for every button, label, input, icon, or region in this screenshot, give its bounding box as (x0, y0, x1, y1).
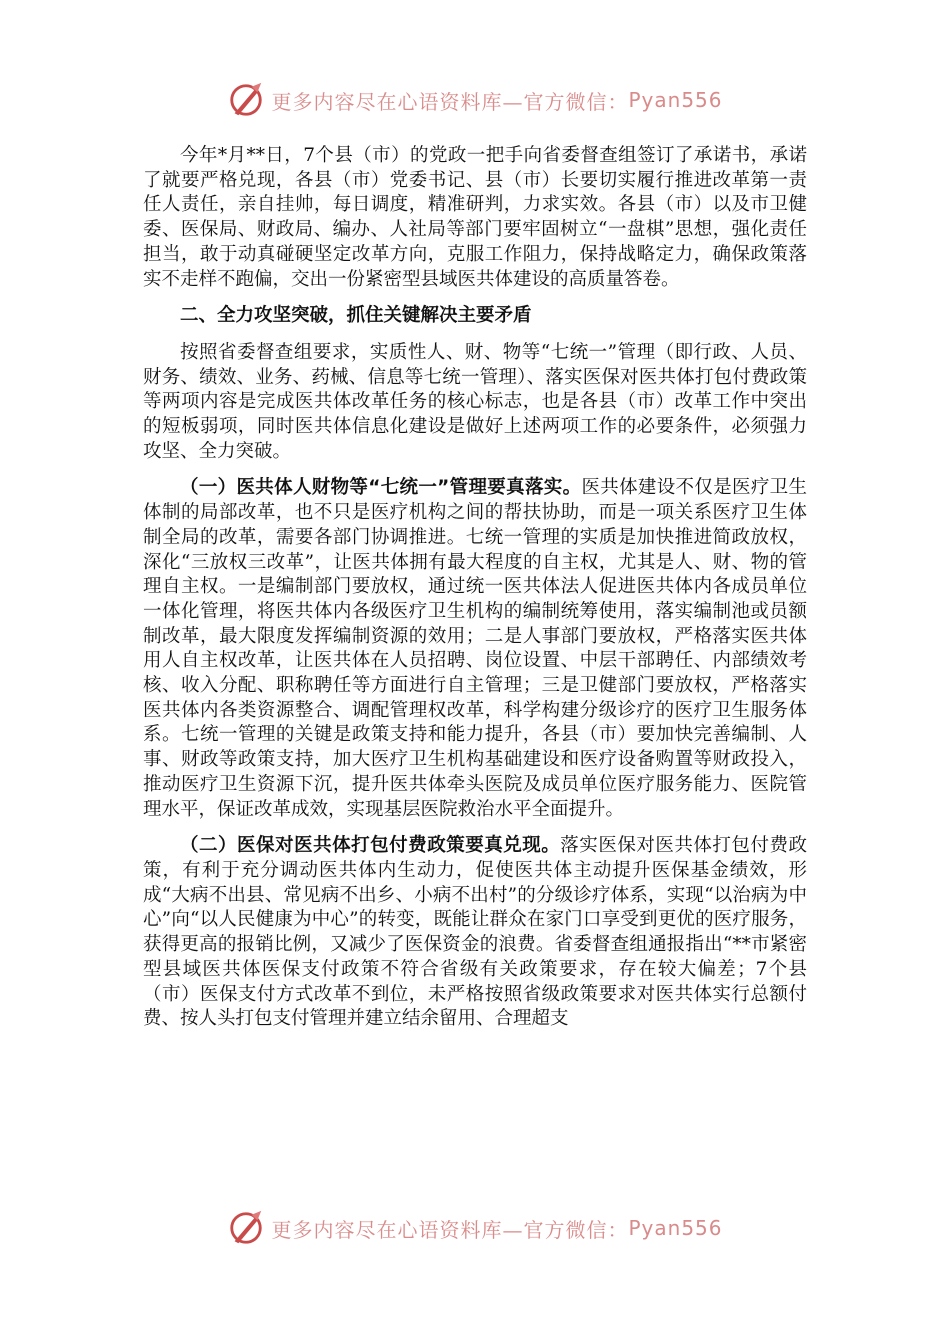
watermark-banner-top (0, 80, 950, 120)
quill-logo-icon (227, 81, 265, 119)
paragraph-4 (143, 834, 807, 1032)
paragraph-1: 今年*月**日，7个县（市）的党政一把手向省委督查组签订了承诺书，承诺了就要严格兑现，各县（市）党委书记、县（市）长要切实履行推进改革第一责任人责任，亲自挂帅，每日调度，精准研判，力求实效。各县（市）以及市卫健委、医保局、财政局、编办、人社局等部门要牢固树立“一盘棋”思想，强化责任担当，敢于动真碰硬坚定改革方向，克服工作阻力，保持战略定力，确保政策落实不走样不跑偏，交出一份紧密型县域医共体建设的高质量答卷。 (143, 145, 807, 290)
paragraph-2: 按照省委督查组要求，实质性人、财、物等“七统一”管理（即行政、人员、财务、绩效、业务、药械、信息等七统一管理）、落实医保对医共体打包付费政策等两项内容是完成医共体改革任务的核心标志，也是各县（市）改革工作中突出的短板弱项，同时医共体信息化建设是做好上述两项工作的必要条件，必须强力攻坚、全力突破。 (143, 341, 807, 462)
watermark-wechat-id: Pyan556 (628, 88, 723, 112)
watermark-text: 更多内容尽在心语资料库—官方微信： (271, 1217, 629, 1242)
paragraph-3 (143, 476, 807, 822)
quill-logo-icon (227, 1209, 265, 1247)
subheading-2: （二）医保对医共体打包付费政策要真兑现。 (180, 835, 561, 857)
subheading-1: （一）医共体人财物等“七统一”管理要真落实。 (180, 477, 582, 499)
section-heading-2: 二、全力攻坚突破，抓住关键解决主要矛盾 (180, 305, 532, 327)
watermark-wechat-id: Pyan556 (628, 1216, 723, 1240)
document-body (143, 144, 807, 1032)
paragraph-3-body: 医共体建设不仅是医疗卫生体制的局部改革，也不只是医疗机构之间的帮扶协助，而是一项关系医疗卫生体制全局的改革，需要各部门协调推进。七统一管理的实质是加快推进简政放权，深化“三放权三改革”，让医共体拥有最大程度的自主权，尤其是人、财、物的管理自主权。一是编制部门要放权，通过统一医共体法人促进医共体内各成员单位一体化管理，将医共体内各级医疗卫生机构的编制统筹使用，落实编制池或员额制改革，最大限度发挥编制资源的效用；二是人事部门要放权，严格落实医共体用人自主权改革，让医共体在人员招聘、岗位设置、中层干部聘任、内部绩效考核、收入分配、职称聘任等方面进行自主管理；三是卫健部门要放权，严格落实医共体内各类资源整合、调配管理权改革，科学构建分级诊疗的医疗卫生服务体系。七统一管理的关键是政策支持和能力提升，各县（市）要加快完善编制、人事、财政等政策支持，加大医疗卫生机构基础建设和医疗设备购置等财政投入，推动医疗卫生资源下沉，提升医共体牵头医院及成员单位医疗服务能力、医院管理水平，保证改革成效，实现基层医院救治水平全面提升。 (143, 477, 807, 820)
watermark-banner-bottom (0, 1208, 950, 1248)
watermark-text: 更多内容尽在心语资料库—官方微信： (271, 89, 629, 114)
paragraph-4-body: 落实医保对医共体打包付费政策，有利于充分调动医共体内生动力，促使医共体主动提升医保基金绩效，形成“大病不出县、常见病不出乡、小病不出村”的分级诊疗体系，实现“以治病为中心”向“以人民健康为中心”的转变，既能让群众在家门口享受到更优的医疗服务，获得更高的报销比例，又减少了医保资金的浪费。省委督查组通报指出“**市紧密型县域医共体医保支付政策不符合省级有关政策要求，存在较大偏差；7个县（市）医保支付方式改革不到位，未严格按照省级政策要求对医共体实行总额付费、按人头打包支付管理并建立结余留用、合理超支 (143, 835, 807, 1030)
